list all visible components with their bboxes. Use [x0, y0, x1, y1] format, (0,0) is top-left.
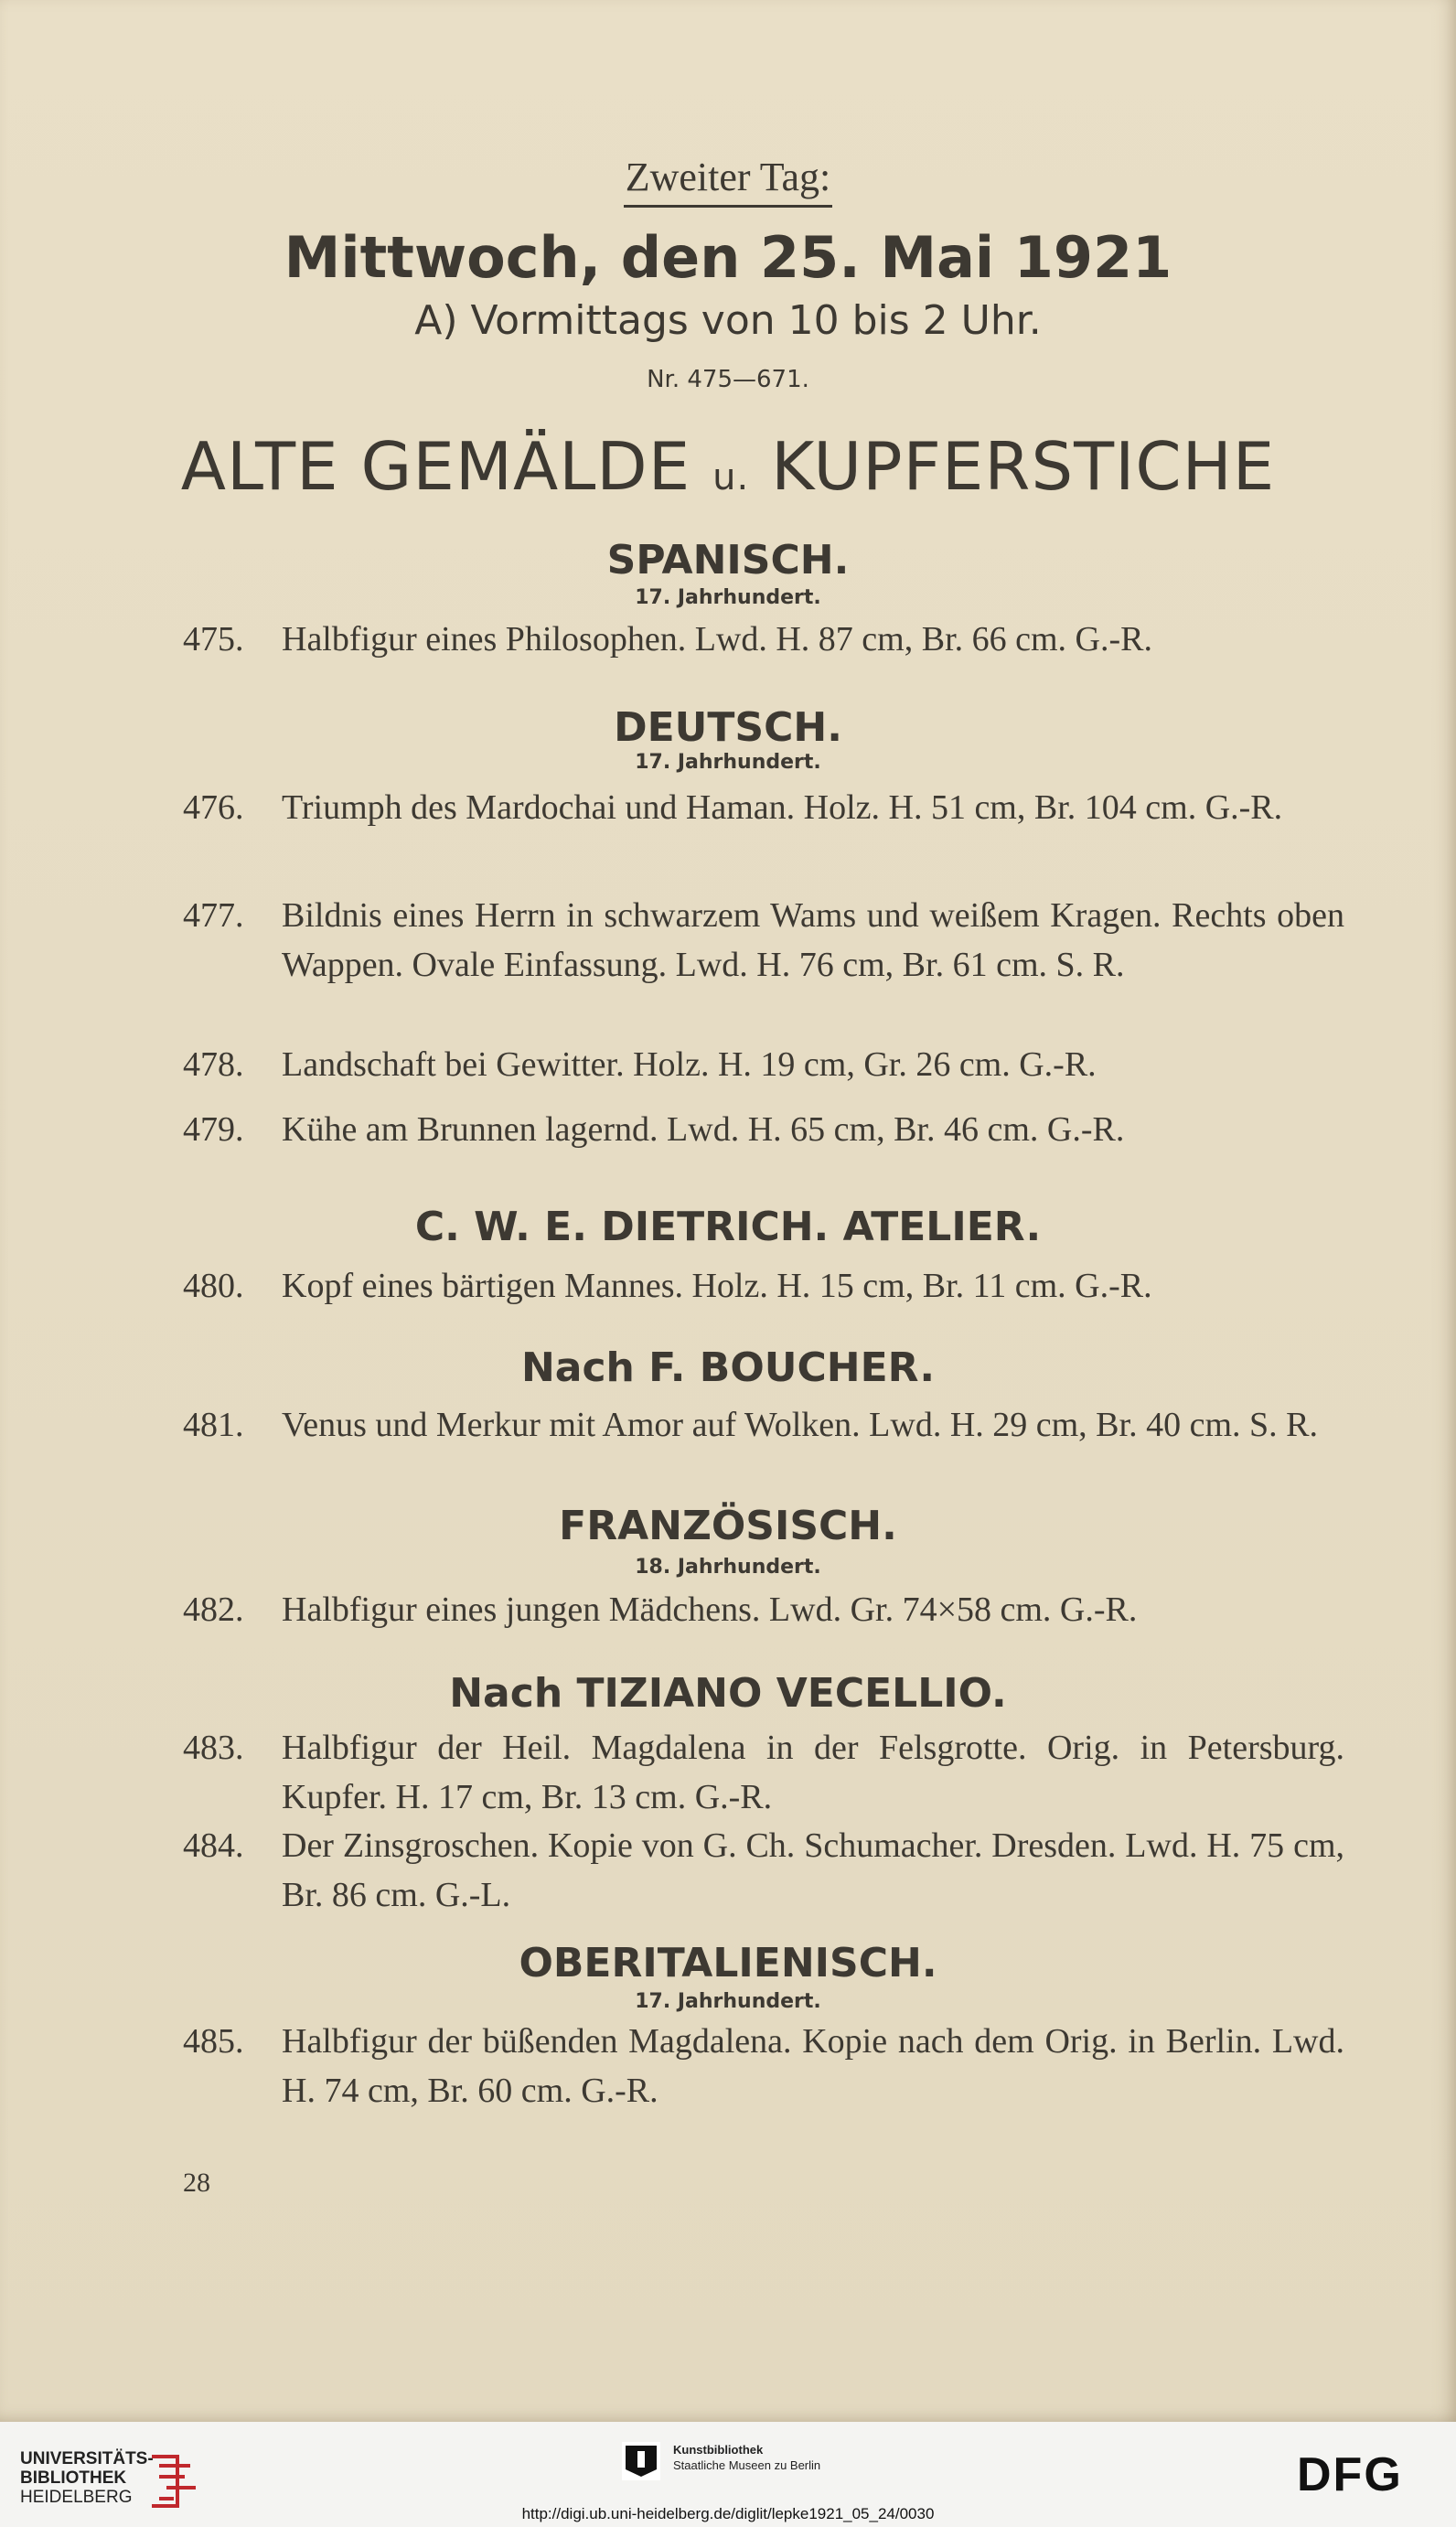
entry-number: 480. [183, 1267, 244, 1305]
ub-logo-line-2: BIBLIOTHEK [20, 2468, 127, 2488]
day-label: Zweiter Tag: [0, 154, 1456, 200]
entry-text: Landschaft bei Gewitter. Holz. H. 19 cm, Gr. 26 cm. G.-R. [282, 1045, 1097, 1084]
entry-text: Halbfigur eines jungen Mädchens. Lwd. Gr. 74×58 cm. G.-R. [282, 1590, 1138, 1629]
ub-logo-line-3: HEIDELBERG [20, 2488, 133, 2507]
section-sub-oberitalienisch: 17. Jahrhundert. [635, 1990, 821, 2013]
catalog-entry [183, 2017, 1344, 2115]
page-number: 28 [183, 2168, 210, 2198]
section-heading-spanisch: SPANISCH. [606, 537, 850, 584]
entry-text: Halbfigur der Heil. Magdalena in der Felsgrotte. Orig. in Petersburg. Kupfer. H. 17 cm, Br. 13 cm. G.-R. [282, 1729, 1344, 1816]
section-sub-spanisch: 17. Jahrhundert. [635, 586, 821, 609]
kunstbibliothek-name: Kunstbibliothek [673, 2443, 764, 2457]
main-title [0, 428, 1456, 505]
entry-number: 484. [183, 1826, 244, 1865]
entry-text: Bildnis eines Herrn in schwarzem Wams und weißem Kragen. Rechts oben Wappen. Ovale Einfassung. Lwd. H. 76 cm, Br. 61 cm. S. R. [282, 896, 1344, 984]
catalog-entry [183, 1821, 1344, 1920]
entry-number: 482. [183, 1590, 244, 1629]
main-title-connector: u. [712, 456, 750, 498]
entry-number: 481. [183, 1406, 244, 1444]
entry-number: 479. [183, 1110, 244, 1149]
entry-text: Halbfigur eines Philosophen. Lwd. H. 87 cm, Br. 66 cm. G.-R. [282, 620, 1153, 659]
entry-number: 476. [183, 788, 244, 827]
catalog-entry [183, 1400, 1344, 1450]
entry-number: 475. [183, 620, 244, 659]
ub-heidelberg-logo[interactable] [20, 2449, 154, 2507]
main-title-part-2: KUPFERSTICHE [771, 428, 1276, 505]
footer-bar [0, 2422, 1456, 2527]
catalog-entry [183, 1105, 1344, 1154]
section-heading-oberitalienisch: OBERITALIENISCH. [519, 1940, 937, 1986]
dfg-logo[interactable]: DFG [1297, 2448, 1403, 2501]
kunstbibliothek-mark-icon [622, 2442, 660, 2480]
catalog-entry [183, 615, 1344, 664]
section-sub-franzoesisch: 18. Jahrhundert. [635, 1556, 821, 1579]
catalog-entry [183, 1585, 1344, 1634]
ub-logo-mark-icon [146, 2449, 201, 2513]
section-heading-dietrich: C. W. E. DIETRICH. ATELIER. [414, 1204, 1042, 1250]
entry-text: Kühe am Brunnen lagernd. Lwd. H. 65 cm, Br. 46 cm. G.-R. [282, 1110, 1125, 1149]
kunstbibliothek-subtitle: Staatliche Museen zu Berlin [673, 2458, 821, 2472]
catalog-entry [183, 1040, 1344, 1089]
kunstbibliothek-text [673, 2442, 947, 2473]
entry-number: 478. [183, 1045, 244, 1084]
date-heading: Mittwoch, den 25. Mai 1921 [284, 224, 1172, 291]
section-sub-deutsch: 17. Jahrhundert. [635, 751, 821, 774]
section-heading-franzoesisch: FRANZÖSISCH. [559, 1503, 897, 1549]
session-line: A) Vormittags von 10 bis 2 Uhr. [414, 297, 1042, 344]
section-heading-deutsch: DEUTSCH. [614, 704, 842, 751]
entry-number: 485. [183, 2022, 244, 2061]
source-url-link[interactable]: http://digi.ub.uni-heidelberg.de/diglit/lepke1921_05_24/0030 [521, 2505, 935, 2522]
entry-text: Kopf eines bärtigen Mannes. Holz. H. 15 cm, Br. 11 cm. G.-R. [282, 1267, 1152, 1305]
section-heading-boucher: Nach F. BOUCHER. [520, 1344, 936, 1391]
ub-logo-line-1: UNIVERSITÄTS- [20, 2449, 154, 2468]
entry-text: Venus und Merkur mit Amor auf Wolken. Lwd. H. 29 cm, Br. 40 cm. S. R. [282, 1406, 1318, 1444]
catalog-entry [183, 783, 1344, 832]
catalog-entry [183, 891, 1344, 990]
entry-text: Triumph des Mardochai und Haman. Holz. H. 51 cm, Br. 104 cm. G.-R. [282, 788, 1283, 827]
catalog-entry [183, 1261, 1344, 1311]
main-title-part-1: ALTE GEMÄLDE [180, 428, 691, 505]
entry-text: Der Zinsgroschen. Kopie von G. Ch. Schumacher. Dresden. Lwd. H. 75 cm, Br. 86 cm. G.-L. [282, 1826, 1344, 1914]
entry-text: Halbfigur der büßenden Magdalena. Kopie nach dem Orig. in Berlin. Lwd. H. 74 cm, Br. 60 cm. G.-R. [282, 2022, 1344, 2110]
section-heading-tiziano: Nach TIZIANO VECELLIO. [449, 1670, 1007, 1717]
entry-number: 477. [183, 896, 244, 935]
catalog-entry [183, 1723, 1344, 1822]
lot-range: Nr. 475—671. [647, 366, 809, 393]
entry-number: 483. [183, 1729, 244, 1767]
